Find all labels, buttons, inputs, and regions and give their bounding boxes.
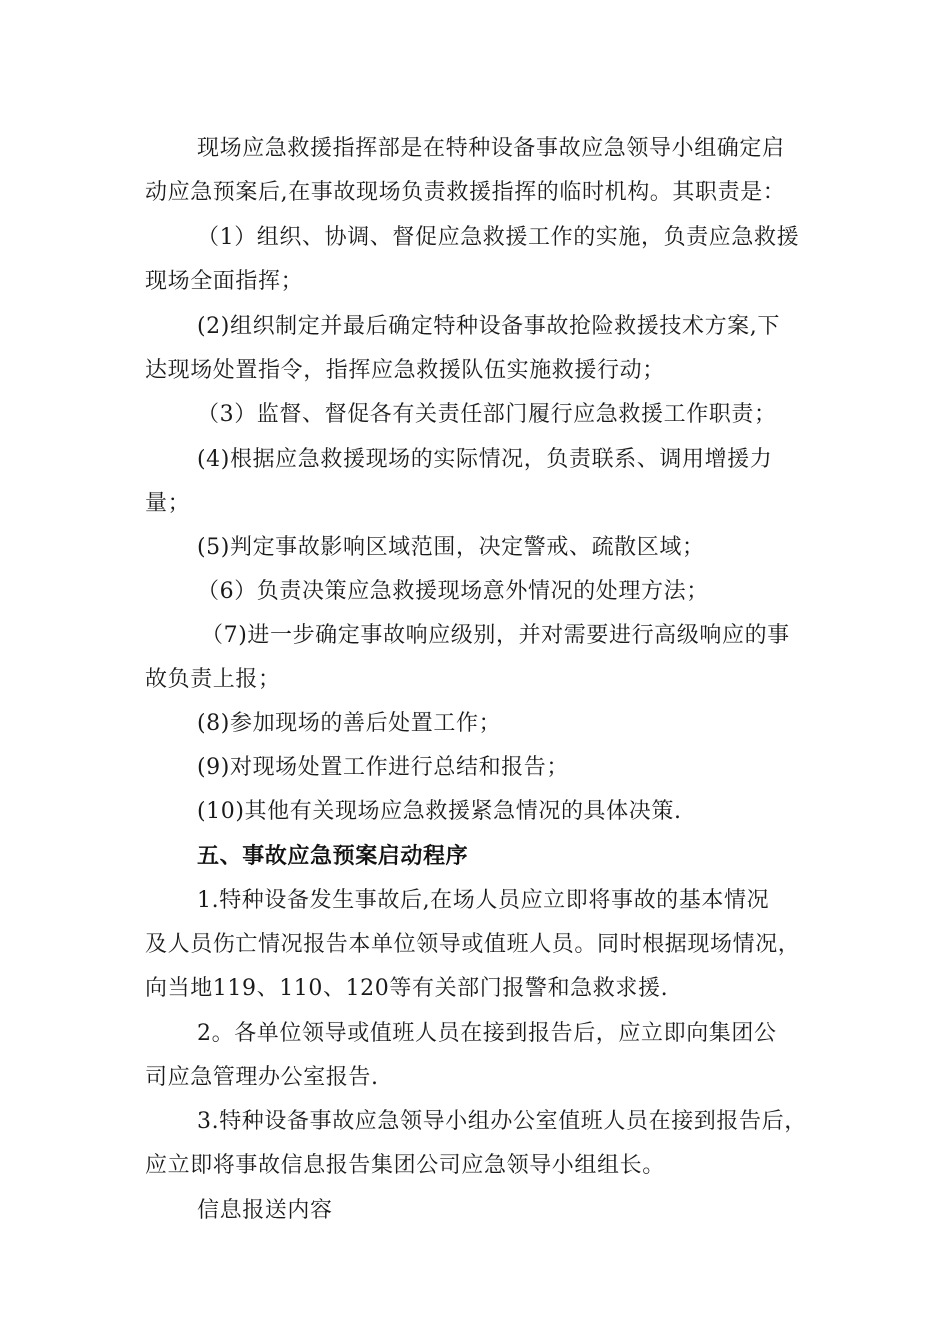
- step-3-line-1: 3.特种设备事故应急领导小组办公室值班人员在接到报告后，: [197, 1109, 807, 1134]
- step-2-line-1: 2。各单位领导或值班人员在接到报告后，应立即向集团公: [197, 1021, 777, 1046]
- paragraph-intro-line-1: 现场应急救援指挥部是在特种设备事故应急领导小组确定启: [197, 136, 785, 161]
- duty-item-2-line-2: 达现场处置指令，指挥应急救援队伍实施救援行动；: [145, 358, 665, 383]
- duty-item-9: (9)对现场处置工作进行总结和报告；: [197, 755, 569, 780]
- info-report-content-label: 信息报送内容: [197, 1198, 333, 1223]
- section-heading-5: 五、事故应急预案启动程序: [197, 844, 469, 869]
- step-1-line-1: 1.特种设备发生事故后,在场人员应立即将事故的基本情况: [197, 888, 770, 913]
- duty-item-6: （6）负责决策应急救援现场意外情况的处理方法；: [197, 579, 709, 604]
- duty-item-3: （3）监督、督促各有关责任部门履行应急救援工作职责；: [197, 402, 777, 427]
- step-1-line-3: 向当地119、110、120等有关部门报警和急救求援.: [145, 976, 669, 1001]
- duty-item-4-line-2: 量；: [145, 491, 191, 516]
- duty-item-1-line-2: 现场全面指挥；: [145, 269, 304, 294]
- duty-item-7-line-1: （7)进一步确定事故响应级别，并对需要进行高级响应的事: [201, 623, 790, 648]
- paragraph-intro-line-2: 动应急预案后,在事故现场负责救援指挥的临时机构。其职责是：: [145, 180, 786, 205]
- step-1-line-2: 及人员伤亡情况报告本单位领导或值班人员。同时根据现场情况，: [145, 932, 801, 957]
- duty-item-4-line-1: (4)根据应急救援现场的实际情况，负责联系、调用增援力: [197, 447, 773, 472]
- step-2-line-2: 司应急管理办公室报告.: [145, 1065, 379, 1090]
- duty-item-8: (8)参加现场的善后处置工作；: [197, 711, 502, 736]
- duty-item-2-line-1: (2)组织制定并最后确定特种设备事故抢险救援技术方案,下: [197, 314, 780, 339]
- duty-item-10: (10)其他有关现场应急救援紧急情况的具体决策.: [197, 799, 682, 824]
- step-3-line-2: 应立即将事故信息报告集团公司应急领导小组组长。: [145, 1153, 665, 1178]
- duty-item-5: (5)判定事故影响区域范围，决定警戒、疏散区域；: [197, 535, 705, 560]
- duty-item-7-line-2: 故负责上报；: [145, 667, 281, 692]
- duty-item-1-line-1: （1）组织、协调、督促应急救援工作的实施，负责应急救援: [197, 225, 800, 250]
